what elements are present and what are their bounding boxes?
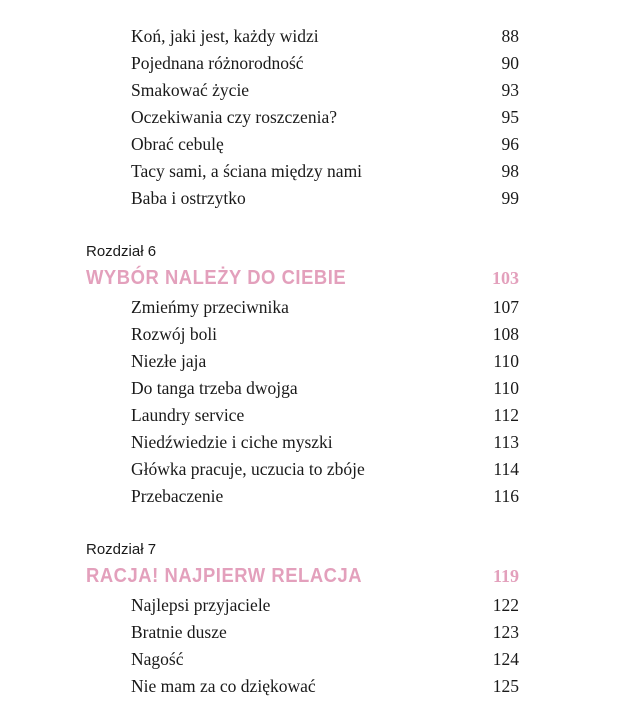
toc-entry [131,158,519,185]
chapter-label: Rozdział 6 [86,243,157,260]
toc-entry-title: Do tanga trzeba dwojga [131,378,298,398]
toc-entry-page: 113 [493,432,519,452]
toc-entry [131,185,519,212]
toc-entry [131,348,519,375]
toc-entry-title: Pojednana różnorodność [131,53,304,73]
toc-entry-page: 95 [501,107,519,127]
toc-entry-title: Koń, jaki jest, każdy widzi [131,26,319,46]
toc-entry-title: Zmieńmy przeciwnika [131,297,289,317]
toc-entry [131,375,519,402]
toc-entry [131,50,519,77]
toc-entry-title: Oczekiwania czy roszczenia? [131,107,337,127]
toc-entry [131,321,519,348]
toc-entry [131,619,519,646]
toc-entry-page: 116 [493,486,519,506]
toc-entry [131,646,519,673]
chapter-title-text: WYBÓR NALEŻY DO CIEBIE [86,267,347,289]
toc-entry [131,23,519,50]
toc-entry [131,294,519,321]
toc-entry [131,402,519,429]
toc-entry [131,104,519,131]
toc-entry [131,673,519,700]
toc-entry [131,483,519,510]
toc-entry-title: Niezłe jaja [131,351,207,371]
toc-entry-page: 114 [493,459,519,479]
chapter-title [86,561,519,591]
chapter-label: Rozdział 7 [86,541,157,558]
toc-entry-title: Główka pracuje, uczucia to zbóje [131,459,365,479]
toc-entry-title: Laundry service [131,405,245,425]
toc-entry [131,592,519,619]
toc-entry-title: Smakować życie [131,80,250,100]
toc-entry-page: 98 [501,161,519,181]
toc-entry-page: 110 [493,351,519,371]
toc-entry-page: 124 [492,649,519,669]
toc-entry-title: Przebaczenie [131,486,224,506]
toc-entry [131,77,519,104]
toc-entry-page: 110 [493,378,519,398]
toc-entry-title: Tacy sami, a ściana między nami [131,161,363,181]
toc-entry-page: 108 [492,324,519,344]
toc-entry-page: 123 [492,622,519,642]
toc-entry [131,429,519,456]
toc-entry-title: Bratnie dusze [131,622,227,642]
toc-entry-title: Rozwój boli [131,324,218,344]
toc-entry-page: 93 [501,80,519,100]
chapter-title-text: RACJA! NAJPIERW RELACJA [86,565,363,587]
toc-entry-page: 122 [492,595,519,615]
toc-entry [131,456,519,483]
toc-entry-page: 90 [501,53,519,73]
toc-entry-page: 88 [501,26,519,46]
toc-entry-page: 99 [501,188,519,208]
toc-entry [131,131,519,158]
toc-entry-page: 125 [492,676,519,696]
toc-entry-page: 96 [501,134,519,154]
chapter-title [86,263,519,293]
toc-entry-title: Baba i ostrzytko [131,188,246,208]
chapter-title-page: 119 [492,566,519,586]
toc-entry-title: Nagość [131,649,184,669]
toc-entry-title: Najlepsi przyjaciele [131,595,271,615]
chapter-title-page: 103 [492,268,519,288]
toc-entry-page: 107 [492,297,519,317]
toc-entry-title: Nie mam za co dziękować [131,676,316,696]
toc-entry-title: Niedźwiedzie i ciche myszki [131,432,333,452]
toc-entry-page: 112 [493,405,519,425]
toc-entry-title: Obrać cebulę [131,134,224,154]
